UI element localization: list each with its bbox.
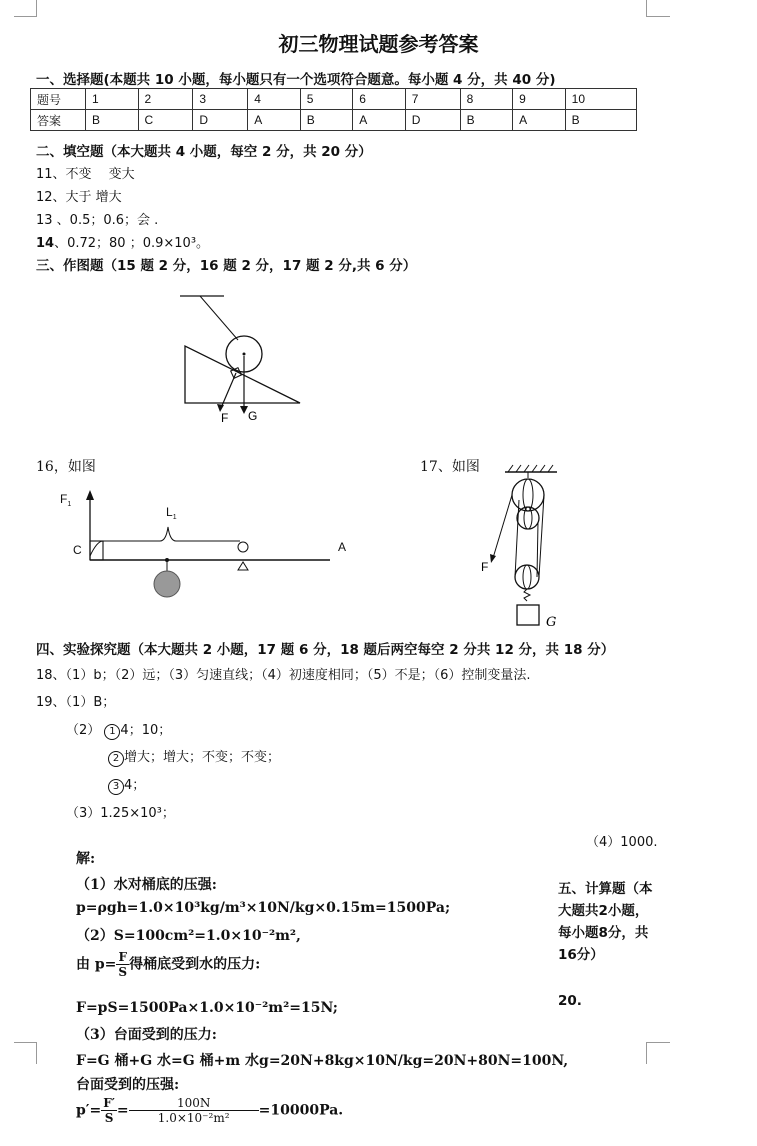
eq2-prefix: 由 p= bbox=[76, 956, 117, 973]
answer-q19-4: （4）1000. bbox=[586, 835, 658, 850]
label-f1: $F_1$ bbox=[60, 492, 72, 508]
fraction-numerator: 100N bbox=[129, 1096, 259, 1111]
eq5-prefix: p′= bbox=[76, 1102, 102, 1119]
fraction-numerator: F′ bbox=[103, 1096, 115, 1110]
crop-mark bbox=[14, 16, 37, 17]
label-weight-g: G bbox=[546, 615, 557, 630]
q14-text: 、0.72；80 ；0.9×10³。 bbox=[54, 236, 210, 251]
table-header-cell: 题号 bbox=[31, 89, 86, 110]
label-force-f: F bbox=[221, 411, 229, 425]
solution-step3: （3）台面受到的压力: bbox=[76, 1027, 217, 1043]
table-cell: A bbox=[353, 110, 406, 131]
table-cell: 5 bbox=[300, 89, 353, 110]
table-row bbox=[31, 110, 637, 131]
choice-answer-table bbox=[30, 88, 637, 131]
table-cell: A bbox=[248, 110, 301, 131]
table-cell: 8 bbox=[460, 89, 513, 110]
label-l1: $L_1$ bbox=[166, 505, 177, 521]
fraction-numerator: F bbox=[116, 950, 129, 965]
figure-16-caption: 16，如图 bbox=[36, 459, 96, 475]
answer-q19-3: （3）1.25×10³； bbox=[66, 806, 175, 821]
fraction-denominator: S bbox=[104, 1111, 114, 1125]
page-title: 初三物理试题参考答案 bbox=[278, 32, 479, 56]
crop-mark bbox=[646, 16, 670, 17]
table-cell: 2 bbox=[138, 89, 193, 110]
table-cell: C bbox=[138, 110, 193, 131]
fraction-denominator: 1.0×10⁻²m² bbox=[157, 1111, 230, 1125]
question-20-label: 20. bbox=[558, 993, 582, 1009]
crop-mark bbox=[36, 1042, 37, 1064]
fraction bbox=[101, 1096, 117, 1125]
eq5-suffix: =10000Pa. bbox=[258, 1102, 344, 1119]
table-cell: A bbox=[513, 110, 566, 131]
answer-q19-2b bbox=[108, 746, 280, 767]
label-gravity-g: G bbox=[248, 409, 258, 423]
figure-15-ball-on-slope bbox=[170, 290, 310, 430]
solution-eq4: F=G 桶+G 水=G 桶+m 水g=20N+8kg×10N/kg=20N+80N=100N, bbox=[76, 1053, 569, 1069]
fraction-denominator: S bbox=[118, 965, 128, 979]
q19-2-prefix: （2） bbox=[66, 723, 101, 738]
solution-jie: 解: bbox=[76, 851, 96, 867]
q19-2a-text: 4；10； bbox=[120, 723, 172, 738]
figure-17-pulley bbox=[475, 460, 575, 630]
equals-sign: = bbox=[116, 1102, 129, 1119]
label-pull-force: F bbox=[481, 560, 489, 574]
crop-mark bbox=[36, 0, 37, 16]
table-cell: B bbox=[86, 110, 139, 131]
section-calc-heading: 五、计算题（本大题共2小题，每小题8分，共16分） bbox=[558, 881, 653, 963]
answer-q19-2a bbox=[66, 719, 171, 740]
eq2-suffix: 得桶底受到水的压力: bbox=[129, 956, 261, 973]
section-fill-heading: 二、填空题（本大题共 4 小题，每空 2 分，共 20 分） bbox=[36, 144, 372, 160]
circled-number: 3 bbox=[108, 779, 124, 795]
label-pivot-o: O bbox=[239, 544, 247, 554]
solution-eq5 bbox=[76, 1096, 343, 1125]
label-a: A bbox=[338, 540, 347, 554]
q19-2c-text: 4； bbox=[124, 778, 146, 793]
label-c: C bbox=[73, 543, 82, 557]
table-cell: D bbox=[405, 110, 460, 131]
crop-mark bbox=[646, 1042, 647, 1064]
answer-q14 bbox=[36, 232, 209, 251]
solution-eq2 bbox=[76, 950, 260, 979]
table-cell: B bbox=[300, 110, 353, 131]
fraction bbox=[129, 1096, 259, 1125]
table-cell: 1 bbox=[86, 89, 139, 110]
crop-mark bbox=[14, 1042, 37, 1043]
answer-q18: 18、（1）b；（2）远；（3）匀速直线；（4）初速度相同；（5）不是；（6）控制变量法. bbox=[36, 668, 531, 683]
solution-eq3: F=pS=1500Pa×1.0×10⁻²m²=15N; bbox=[76, 1000, 338, 1016]
crop-mark bbox=[646, 1042, 670, 1043]
figure-17-caption: 17、如图 bbox=[420, 459, 480, 475]
table-cell: 7 bbox=[405, 89, 460, 110]
answer-q19-1: 19、（1）B； bbox=[36, 695, 116, 710]
table-cell: 3 bbox=[193, 89, 248, 110]
solution-eq1: p=ρgh=1.0×10³kg/m³×10N/kg×0.15m=1500Pa; bbox=[76, 900, 451, 916]
solution-step1: （1）水对桶底的压强: bbox=[76, 877, 217, 893]
solution-step2: （2）S=100cm²=1.0×10⁻²m², bbox=[76, 928, 301, 944]
circled-number: 2 bbox=[108, 751, 124, 767]
circled-number: 1 bbox=[104, 724, 120, 740]
answer-q11: 11、不变 变大 bbox=[36, 167, 135, 182]
crop-mark bbox=[646, 0, 647, 16]
fraction bbox=[116, 950, 129, 979]
section-experiment-heading: 四、实验探究题（本大题共 2 小题，17 题 6 分，18 题后两空每空 2 分共 12 分，共 18 分） bbox=[36, 642, 615, 658]
answer-q13: 13 、0.5；0.6；会 . bbox=[36, 213, 159, 228]
table-cell: D bbox=[193, 110, 248, 131]
table-cell: 9 bbox=[513, 89, 566, 110]
q14-number: 14 bbox=[36, 236, 55, 251]
answer-q12: 12、大于 增大 bbox=[36, 190, 122, 205]
section-drawing-heading: 三、作图题（15 题 2 分，16 题 2 分，17 题 2 分,共 6 分） bbox=[36, 258, 417, 274]
figure-16-lever bbox=[55, 485, 355, 605]
table-header-cell: 答案 bbox=[31, 110, 86, 131]
solution-step4: 台面受到的压强: bbox=[76, 1077, 180, 1093]
table-cell: B bbox=[565, 110, 636, 131]
answer-q19-2c bbox=[108, 774, 145, 795]
table-cell: 6 bbox=[353, 89, 406, 110]
table-cell: 10 bbox=[565, 89, 636, 110]
table-cell: 4 bbox=[248, 89, 301, 110]
section-choice-heading: 一、选择题(本题共 10 小题，每小题只有一个选项符合题意。每小题 4 分，共 40 分) bbox=[36, 72, 556, 88]
table-cell: B bbox=[460, 110, 513, 131]
q19-2b-text: 增大；增大；不变；不变； bbox=[124, 750, 281, 765]
table-row bbox=[31, 89, 637, 110]
